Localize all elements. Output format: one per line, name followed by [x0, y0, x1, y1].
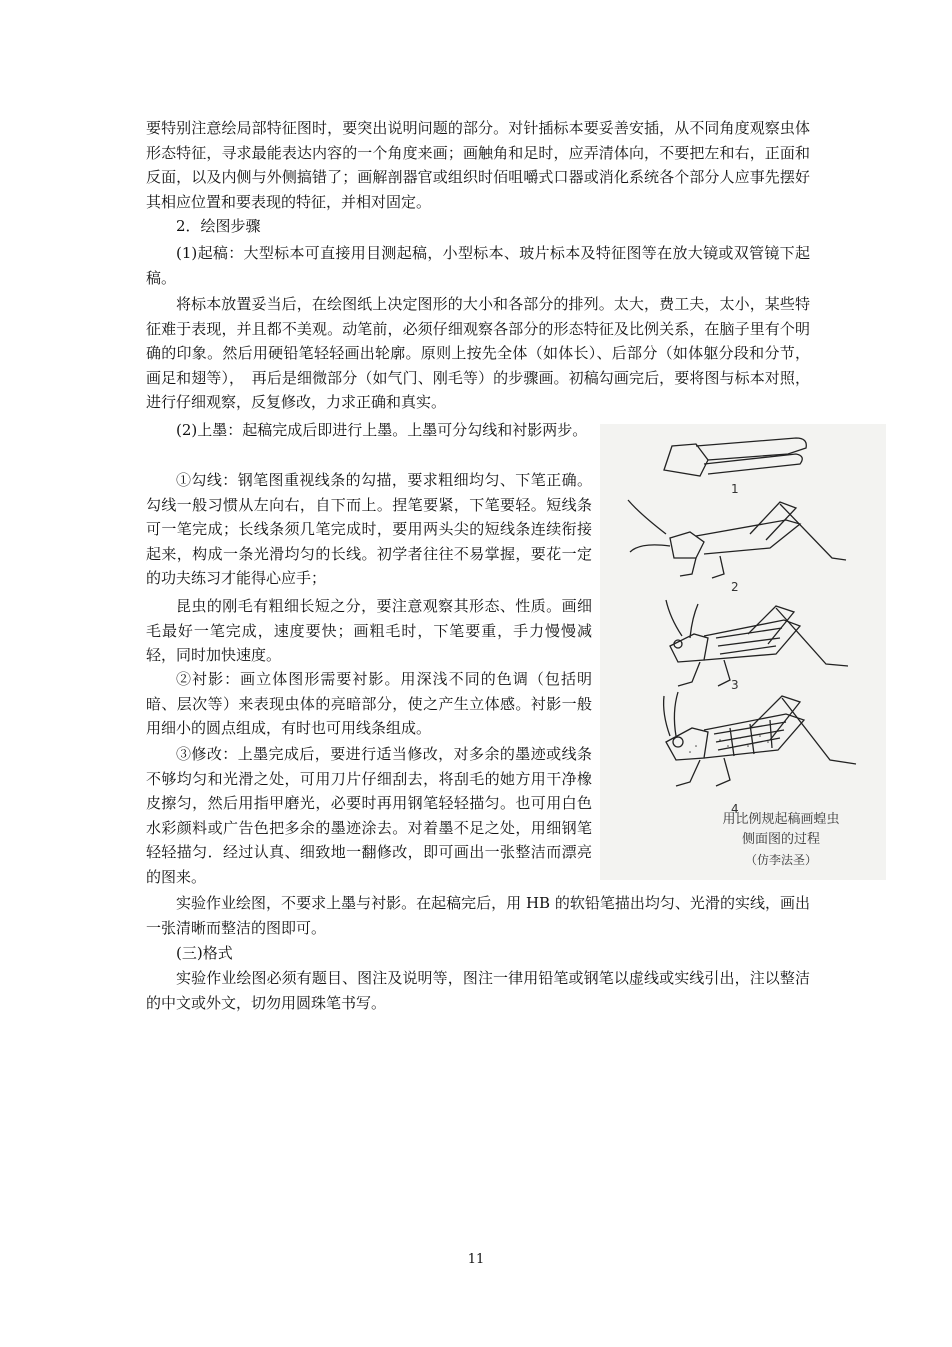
paragraph-assignment: 实验作业绘图，不要求上墨与衬影。在起稿完后，用 HB 的软铅笔描出均匀、光滑的实线，画出一张清晰而整洁的图即可。	[146, 894, 810, 937]
page-number: 11	[467, 1252, 485, 1267]
figure-caption-line2: 侧面图的过程	[741, 832, 820, 847]
paragraph-format: 实验作业绘图必须有题目、图注及说明等，图注一律用铅笔或钢笔以虚线或实线引出，注以整洁的中文或外文，切勿用圆珠笔书写。	[146, 969, 810, 1012]
paragraph-draft: (1)起稿：大型标本可直接用目测起稿，小型标本、玻片标本及特征图等在放大镜或双管镜下起稿。	[146, 244, 810, 287]
paragraph-inking: (2)上墨：起稿完成后即进行上墨。上墨可分勾线和衬影两步。	[176, 421, 588, 439]
step-label-3: 3	[731, 678, 739, 692]
grasshopper-figure	[600, 424, 886, 880]
figure-caption-line1: 用比例规起稿画蝗虫	[722, 812, 840, 827]
step-label-2: 2	[731, 580, 739, 594]
paragraph-bristles: 昆虫的刚毛有粗细长短之分，要注意观察其形态、性质。画细毛最好一笔完成，速度要快；画粗毛时，下笔要重，手力慢慢减轻，同时加快速度。	[146, 597, 592, 665]
paragraph-shading: ②衬影：画立体图形需要衬影。用深浅不同的色调（包括明暗、层次等）来表现虫体的亮暗部分，使之产生立体感。衬影一般用细小的圆点组成，有时也可用线条组成。	[146, 670, 592, 738]
paragraph-outline: ①勾线：钢笔图重视线条的勾描，要求粗细均匀、下笔正确。勾线一般习惯从左向右，自下而上。捏笔要紧，下笔要轻。短线条可一笔完成；长线条须几笔完成时，要用两头尖的短线条连续衔接起来，构成一条光滑均匀的长线。初学者往往不易掌握，要花一定的功夫练习才能得心应手；	[146, 471, 592, 588]
figure-caption-source: （仿李法圣）	[744, 853, 817, 867]
paragraph-revision: ③修改：上墨完成后，要进行适当修改，对多余的墨迹或线条不够均匀和光滑之处，可用刀片仔细刮去，将刮毛的她方用干净橡皮擦匀，然后用指甲磨光，必要时再用钢笔轻轻描匀。也可用白色水彩颜料或广告色把多余的墨迹涂去。对着墨不足之处，用细钢笔轻轻描匀．经过认真、细致地一翻修改，即可画出一张整洁而漂亮的图来。	[146, 745, 592, 886]
step-label-1: 1	[731, 482, 739, 496]
heading-format: (三)格式	[176, 944, 233, 962]
paragraph-placement: 将标本放置妥当后，在绘图纸上决定图形的大小和各部分的排列。太大，费工夫，太小，某些特征难于表现，并且都不美观。动笔前，必须仔细观察各部分的形态特征及比例关系，在脑子里有个明确的印象。然后用硬铅笔轻轻画出轮廓。原则上按先全体（如体长）、后部分（如体躯分段和分节，画足和翅等）， 再后是细微部分（如气门、刚毛等）的步骤画。初稿勾画完后，要将图与标本对照，进行仔细观察，反复修改，力求正确和真实。	[146, 295, 810, 411]
paragraph-intro: 要特别注意绘局部特征图时，要突出说明问题的部分。对针插标本要妥善安插，从不同角度观察虫体形态特征，寻求最能表达内容的一个角度来画；画触角和足时，应弄清体向，不要把左和右，正面和反面，以及内侧与外侧搞错了；画解剖器官或组织时佰咀嚼式口器或消化系统各个部分人应事先摆好其相应位置和要表现的特征，并相对固定。	[146, 119, 810, 211]
step-label-4: 4	[731, 802, 739, 816]
heading-drawing-steps: 2．绘图步骤	[176, 217, 261, 235]
